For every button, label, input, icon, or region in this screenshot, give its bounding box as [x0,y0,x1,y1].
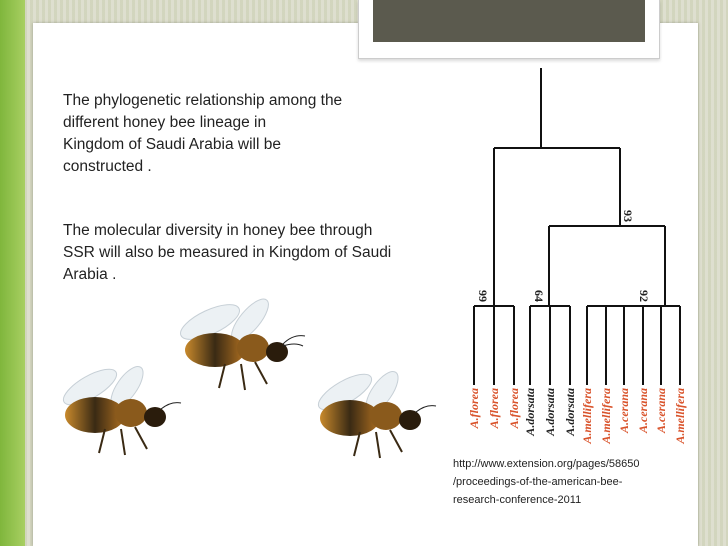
leaf-label: A.cerana [617,388,631,433]
bootstrap-label: 64 [532,290,546,302]
leaf-label: A.mellifera [580,388,594,444]
leaf-label: A.florea [467,388,481,429]
leaf-label: A.mellifera [599,388,613,444]
leaf-label: A.florea [507,388,521,429]
leaf-labels [467,388,687,445]
bootstrap-label: 99 [476,290,490,302]
leaf-label: A.florea [487,388,501,429]
bee-image [314,367,436,458]
bootstrap-label: 93 [621,210,635,222]
leaf-label: A.dorsata [523,388,537,436]
diversity-paragraph: The molecular diversity in honey bee through SSR will also be measured in Kingdom of Saudi Arabia . [63,222,392,283]
bootstrap-label: 92 [637,290,651,302]
bee-image [176,294,305,390]
phylogenetic-tree [474,68,680,385]
leaf-label: A.cerana [636,388,650,433]
leaf-label: A.dorsata [543,388,557,436]
leaf-label: A.cerana [654,388,668,433]
leaf-label: A.mellifera [673,388,687,444]
source-url: http://www.extension.org/pages/58650 /proceedings-of-the-american-bee- research-conference-2011 [453,458,640,506]
leaf-label: A.dorsata [563,388,577,436]
bee-image [59,362,181,455]
phylogeny-paragraph: The phylogenetic relationship among the different honey bee lineage in Kingdom of Saudi Arabia will be constructed . [63,92,343,175]
